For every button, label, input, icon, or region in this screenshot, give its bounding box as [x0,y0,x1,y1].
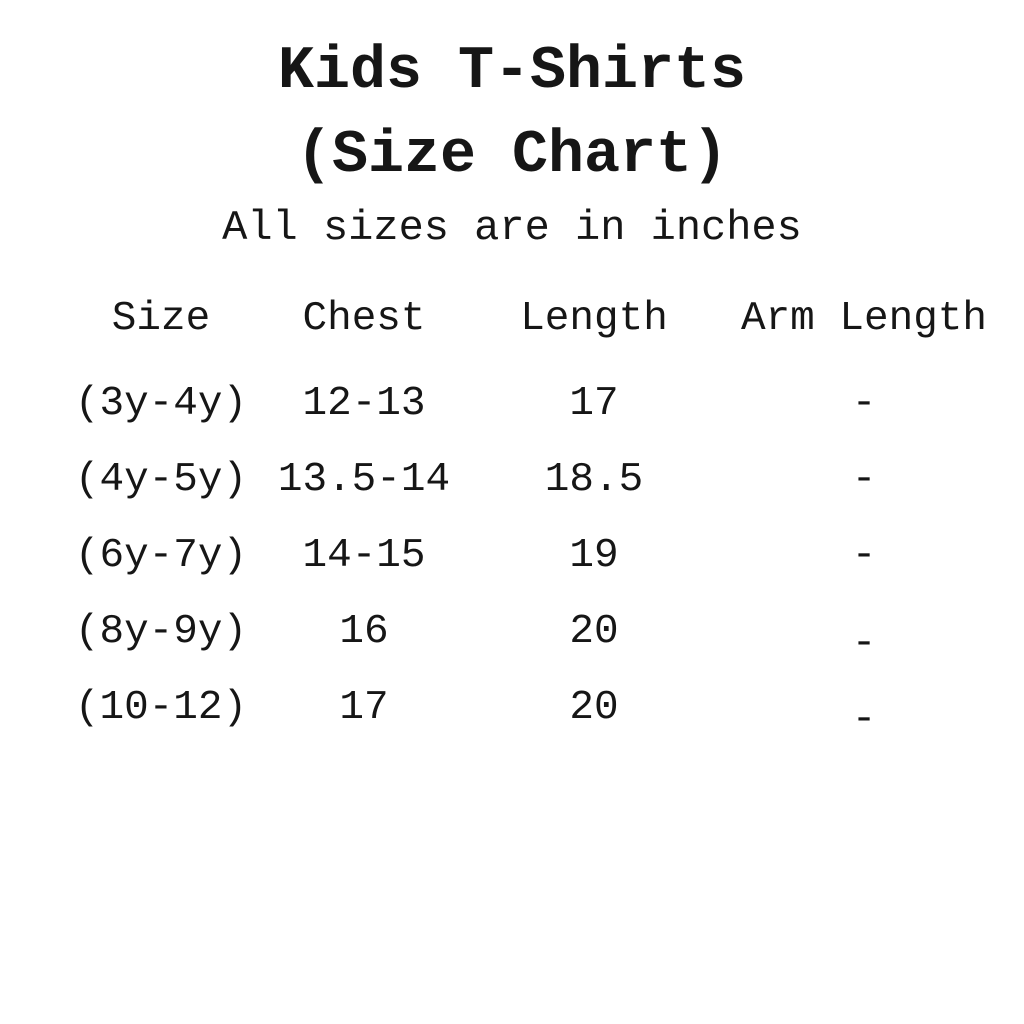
chest-cell: 16 [339,609,389,655]
table-header-row [68,286,1024,352]
table-row [68,518,1024,594]
size-table [0,286,1024,746]
table-row [68,366,1024,442]
table-row [68,442,1024,518]
chest-cell: 12-13 [302,381,426,427]
length-cell: 19 [569,533,619,579]
length-cell: 18.5 [544,457,644,503]
chest-cell: 14-15 [302,533,426,579]
units-note: All sizes are in inches [222,204,802,252]
length-cell: 17 [569,381,619,427]
arm-length-cell: - [851,457,877,503]
page-title: Kids T-Shirts [277,38,747,106]
chest-cell: 17 [339,685,389,731]
table-row [68,594,1024,670]
column-header-arm-length: Arm Length [740,296,988,342]
arm-length-cell: - [851,697,877,743]
column-header-size: Size [111,296,211,342]
column-header-chest: Chest [302,296,426,342]
size-cell: (3y-4y) [74,381,248,427]
column-header-length: Length [520,296,668,342]
size-cell: (8y-9y) [74,609,248,655]
table-row [68,670,1024,746]
arm-length-cell: - [851,533,877,579]
size-cell: (4y-5y) [74,457,248,503]
chest-cell: 13.5-14 [277,457,451,503]
length-cell: 20 [569,609,619,655]
size-cell: (10-12) [74,685,248,731]
size-cell: (6y-7y) [74,533,248,579]
page-title-secondary: (Size Chart) [295,122,729,190]
arm-length-cell: - [851,621,877,667]
arm-length-cell: - [851,381,877,427]
length-cell: 20 [569,685,619,731]
